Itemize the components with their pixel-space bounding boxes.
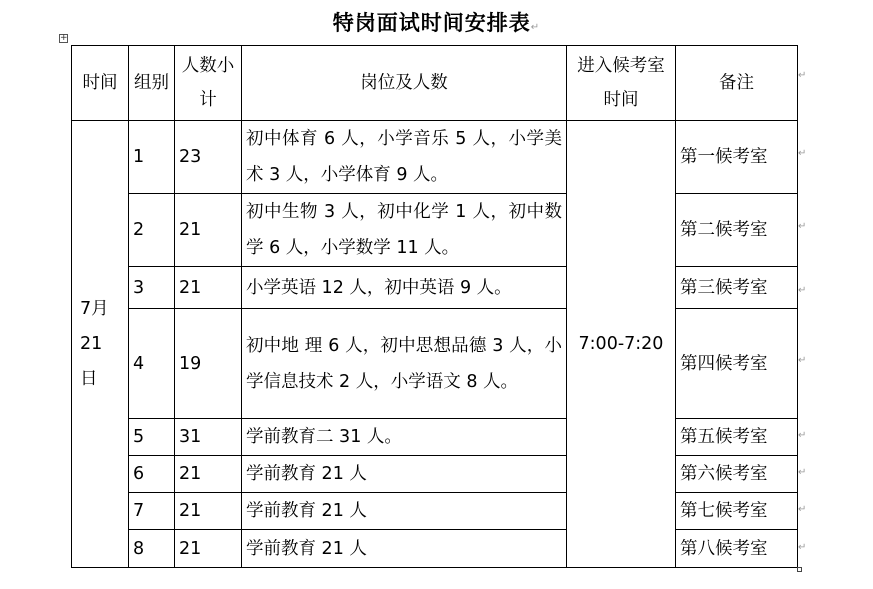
positions-cell[interactable]: 初中生物 3 人，初中化学 1 人，初中数学 6 人，小学数学 11 人。 [242, 194, 567, 267]
row-end-mark-icon: ↵ [798, 430, 807, 441]
row-end-mark-icon: ↵ [798, 504, 807, 515]
table-resize-handle-icon[interactable] [797, 567, 802, 572]
header-entry-time[interactable]: 进入候考室时间 [567, 46, 676, 121]
date-cell[interactable]: 7月21日 [72, 121, 129, 568]
remark-cell[interactable]: 第三候考室 [676, 267, 798, 309]
table-row [72, 493, 798, 530]
header-time[interactable]: 时间 [72, 46, 129, 121]
table-row [72, 309, 798, 419]
group-cell[interactable]: 5 [129, 419, 175, 456]
remark-cell[interactable]: 第八候考室 [676, 530, 798, 568]
table-row [72, 456, 798, 493]
positions-cell[interactable]: 学前教育 21 人 [242, 493, 567, 530]
count-cell[interactable]: 21 [175, 530, 242, 568]
row-end-mark-icon: ↵ [798, 285, 807, 296]
positions-cell[interactable]: 学前教育 21 人 [242, 456, 567, 493]
group-cell[interactable]: 1 [129, 121, 175, 194]
group-cell[interactable]: 3 [129, 267, 175, 309]
table-row [72, 121, 798, 194]
remark-cell[interactable]: 第七候考室 [676, 493, 798, 530]
group-cell[interactable]: 8 [129, 530, 175, 568]
header-row [72, 46, 798, 121]
count-cell[interactable]: 23 [175, 121, 242, 194]
positions-cell[interactable]: 学前教育二 31 人。 [242, 419, 567, 456]
row-end-mark-icon: ↵ [798, 70, 807, 81]
count-cell[interactable]: 19 [175, 309, 242, 419]
positions-cell[interactable]: 小学英语 12 人，初中英语 9 人。 [242, 267, 567, 309]
remark-cell[interactable]: 第一候考室 [676, 121, 798, 194]
row-end-mark-icon: ↵ [798, 148, 807, 159]
count-cell[interactable]: 21 [175, 493, 242, 530]
group-cell[interactable]: 4 [129, 309, 175, 419]
count-cell[interactable]: 21 [175, 267, 242, 309]
remark-cell[interactable]: 第二候考室 [676, 194, 798, 267]
header-count[interactable]: 人数小计 [175, 46, 242, 121]
remark-cell[interactable]: 第四候考室 [676, 309, 798, 419]
row-end-mark-icon: ↵ [798, 542, 807, 553]
count-cell[interactable]: 31 [175, 419, 242, 456]
positions-cell[interactable]: 初中地 理 6 人，初中思想品德 3 人，小学信息技术 2 人，小学语文 8 人。 [242, 309, 567, 419]
title-text: 特岗面试时间安排表 [332, 11, 531, 35]
count-cell[interactable]: 21 [175, 194, 242, 267]
table-row [72, 419, 798, 456]
group-cell[interactable]: 6 [129, 456, 175, 493]
positions-cell[interactable]: 学前教育 21 人 [242, 530, 567, 568]
page-title [0, 6, 873, 40]
count-cell[interactable]: 21 [175, 456, 242, 493]
paragraph-mark-icon: ↵ [530, 22, 541, 33]
remark-cell[interactable]: 第五候考室 [676, 419, 798, 456]
positions-cell[interactable]: 初中体育 6 人，小学音乐 5 人，小学美术 3 人，小学体育 9 人。 [242, 121, 567, 194]
table-row [72, 530, 798, 568]
header-group[interactable]: 组别 [129, 46, 175, 121]
table-move-handle-icon[interactable]: + [60, 33, 68, 43]
group-cell[interactable]: 7 [129, 493, 175, 530]
header-remark[interactable]: 备注 [676, 46, 798, 121]
remark-cell[interactable]: 第六候考室 [676, 456, 798, 493]
table-row [72, 194, 798, 267]
row-end-mark-icon: ↵ [798, 355, 807, 366]
entry-time-cell[interactable]: 7:00-7:20 [567, 121, 676, 568]
table-row [72, 267, 798, 309]
schedule-table [71, 45, 798, 568]
row-end-mark-icon: ↵ [798, 467, 807, 478]
header-positions[interactable]: 岗位及人数 [242, 46, 567, 121]
row-end-mark-icon: ↵ [798, 221, 807, 232]
group-cell[interactable]: 2 [129, 194, 175, 267]
